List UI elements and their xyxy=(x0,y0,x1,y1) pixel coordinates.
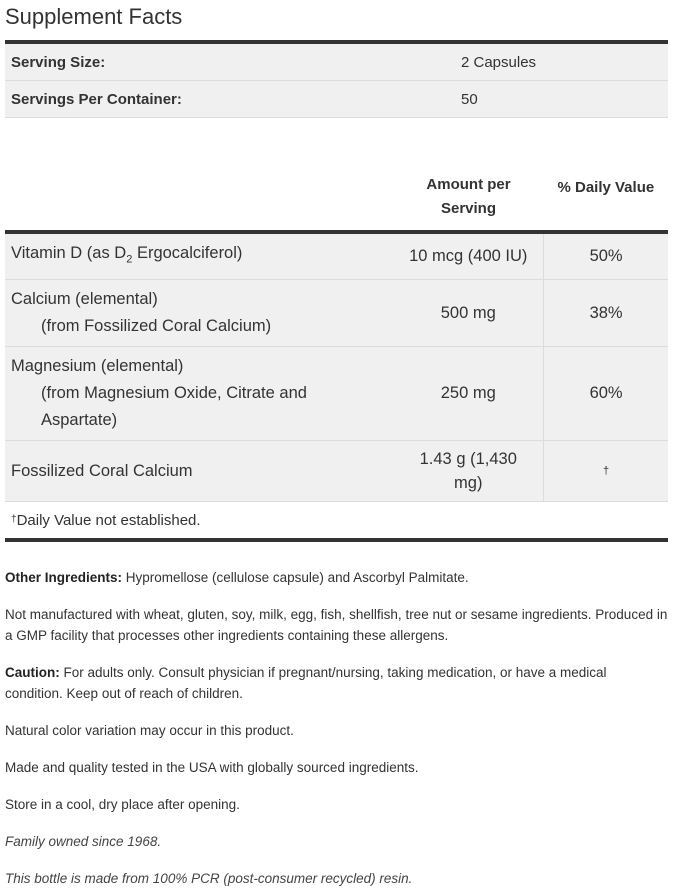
servings-per-container-label: Servings Per Container: xyxy=(5,81,455,118)
product-notes xyxy=(5,567,668,889)
nutrient-name: Magnesium (elemental) (from Magnesium Oxide, Citrate and Aspartate) xyxy=(5,347,393,441)
nutrient-name: Vitamin D (as $D_2$ Ergocalciferol) xyxy=(5,232,393,280)
nutrient-name: Calcium (elemental) (from Fossilized Coral Calcium) xyxy=(5,280,393,347)
nutrient-daily-value: 38% xyxy=(544,280,668,347)
daily-value-header: % Daily Value xyxy=(557,179,655,196)
nutrient-daily-value: 60% xyxy=(544,347,668,441)
serving-size-row xyxy=(5,42,668,81)
amount-header: Amount per Serving xyxy=(426,176,511,217)
page-title: Supplement Facts xyxy=(5,4,183,29)
footnote-row xyxy=(5,502,668,541)
allergen-statement: Not manufactured with wheat, gluten, soy, milk, egg, fish, shellfish, tree nut or sesame ingredients. Produced in a GMP facility that processes other ingredients containing these allergens. xyxy=(5,607,668,644)
footnote: †Daily Value not established. xyxy=(5,502,668,541)
nutrient-daily-value: 50% xyxy=(544,232,668,280)
nutrient-row xyxy=(5,441,668,502)
nutrient-row xyxy=(5,232,668,280)
bottle-note: This bottle is made from 100% PCR (post-consumer recycled) resin. xyxy=(5,871,413,887)
serving-size-value: 2 Capsules xyxy=(455,42,668,81)
nutrient-daily-value: † xyxy=(544,441,668,502)
serving-table xyxy=(5,40,668,118)
nutrient-row xyxy=(5,347,668,441)
other-ingredients: Other Ingredients: Hypromellose (cellulose capsule) and Ascorbyl Palmitate. xyxy=(5,570,469,586)
color-variation-note: Natural color variation may occur in this product. xyxy=(5,723,294,739)
nutrient-amount: 500 mg xyxy=(393,280,543,347)
storage-note: Store in a cool, dry place after opening. xyxy=(5,797,240,813)
family-owned-note: Family owned since 1968. xyxy=(5,834,162,850)
nutrient-name: Fossilized Coral Calcium xyxy=(5,441,393,502)
nutrient-table xyxy=(5,118,668,542)
servings-per-container-value: 50 xyxy=(455,81,668,118)
nutrient-source: (from Magnesium Oxide, Citrate and Aspartate) xyxy=(41,384,307,430)
nutrient-source: (from Fossilized Coral Calcium) xyxy=(41,317,272,336)
dagger-symbol: † xyxy=(11,513,17,525)
nutrient-amount: 250 mg xyxy=(393,347,543,441)
nutrient-header-row xyxy=(5,118,668,232)
serving-size-label: Serving Size: xyxy=(5,42,455,81)
caution-statement: Caution: For adults only. Consult physician if pregnant/nursing, taking medication, or have a medical condition. Keep out of reach of children. xyxy=(5,665,607,702)
made-in-note: Made and quality tested in the USA with globally sourced ingredients. xyxy=(5,760,419,776)
nutrient-amount: 1.43 g (1,430 mg) xyxy=(393,441,543,502)
servings-per-container-row xyxy=(5,81,668,118)
nutrient-amount: 10 mcg (400 IU) xyxy=(393,232,543,280)
nutrient-row xyxy=(5,280,668,347)
